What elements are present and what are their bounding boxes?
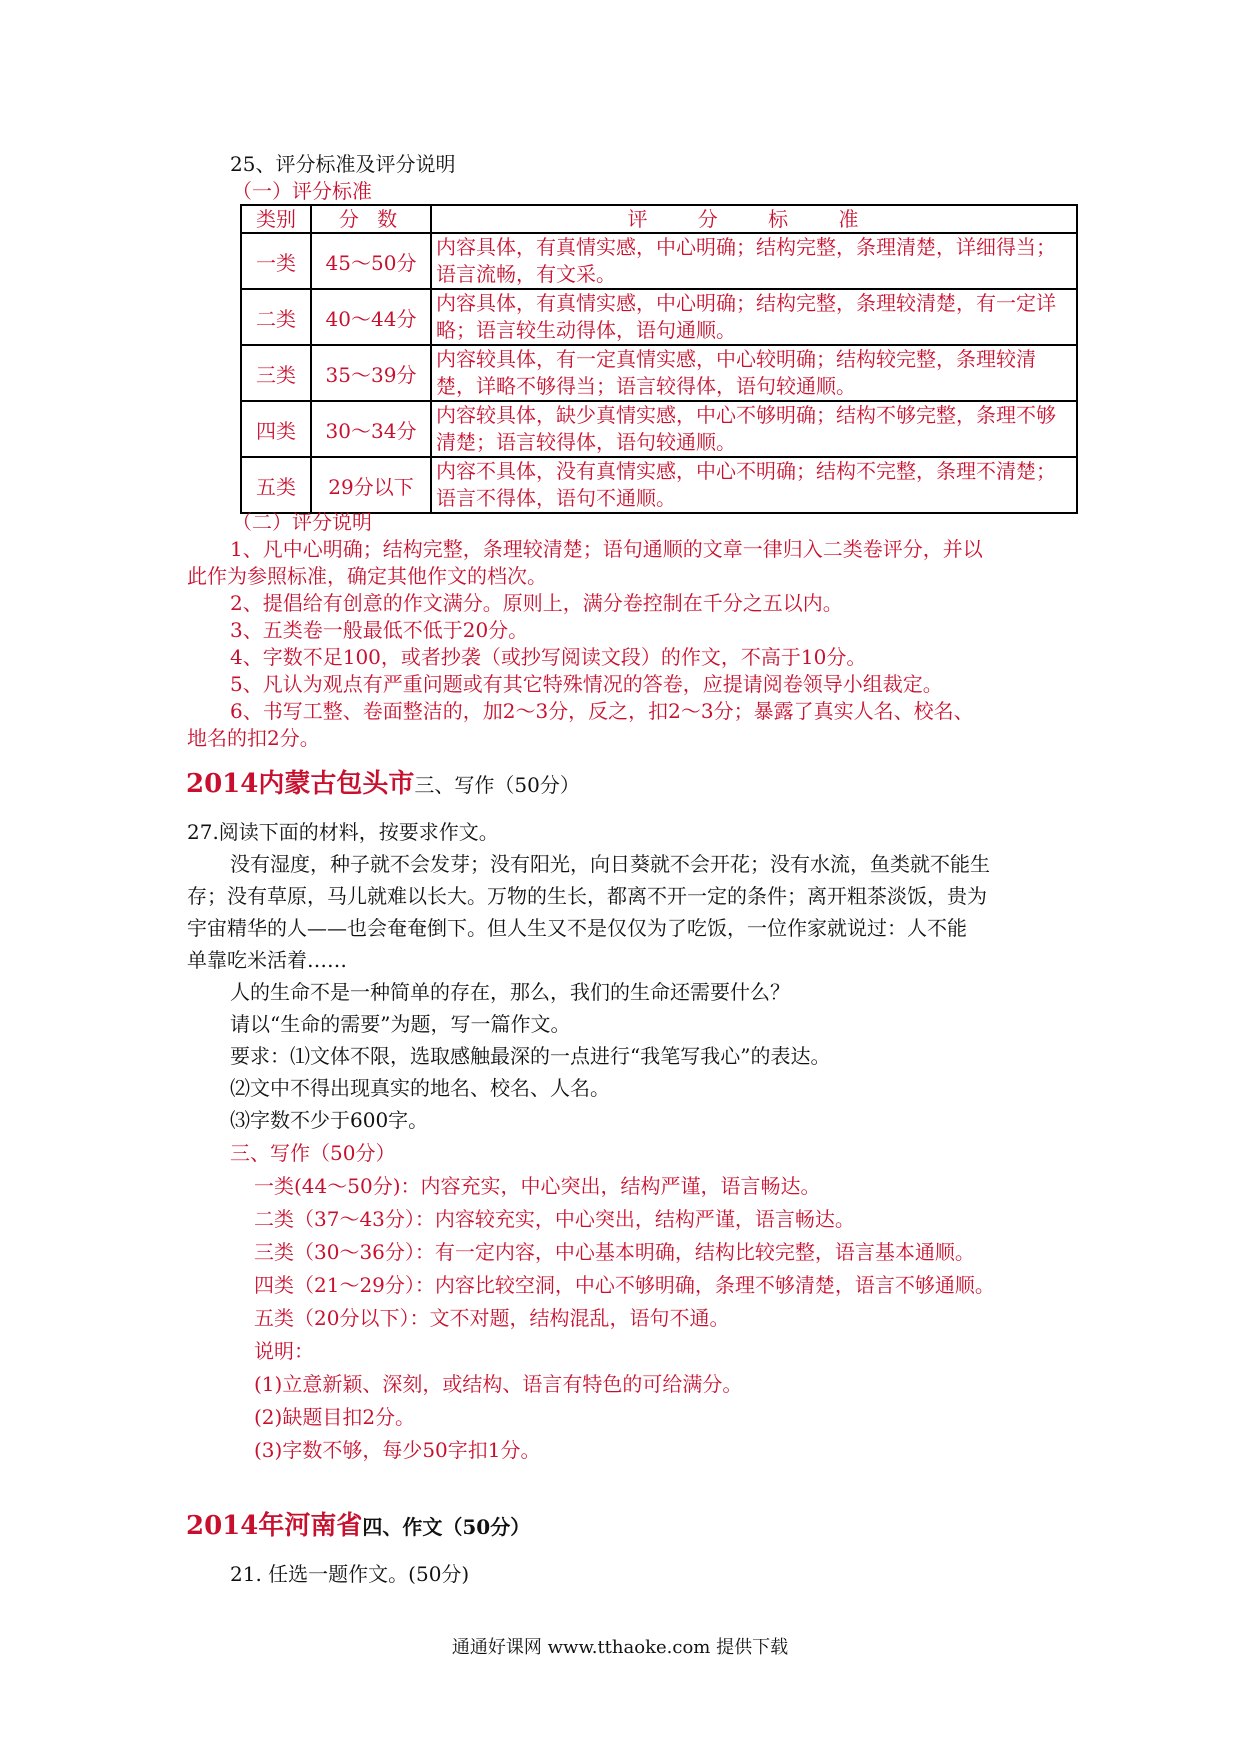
- row-score: 35～39分: [311, 345, 431, 401]
- row-category: 四类: [241, 401, 311, 457]
- requirement-line: 要求：⑴文体不限，选取感触最深的一点进行“我笔写我心”的表达。: [230, 1044, 831, 1068]
- table-row: [241, 401, 1077, 457]
- row-criteria: 内容较具体，缺少真情实感，中心不够明确；结构不够完整，条理不够清楚；语言较得体，语句较通顺。: [431, 401, 1077, 457]
- note-line: 4、字数不足100，或者抄袭（或抄写阅读文段）的作文，不高于10分。: [230, 645, 867, 669]
- row-category: 二类: [241, 289, 311, 345]
- note-line: 5、凡认为观点有严重问题或有其它特殊情况的答卷，应提请阅卷领导小组裁定。: [230, 672, 943, 696]
- answer-title: 三、写作（50分）: [230, 1141, 396, 1165]
- row-criteria: 内容具体，有真情实感，中心明确；结构完整，条理清楚，详细得当；语言流畅，有文采。: [431, 233, 1077, 289]
- table-row: [241, 233, 1077, 289]
- baotou-heading: [186, 770, 580, 799]
- note-line: 2、提倡给有创意的作文满分。原则上，满分卷控制在千分之五以内。: [230, 591, 843, 615]
- row-score: 40～44分: [311, 289, 431, 345]
- row-category: 五类: [241, 457, 311, 513]
- note-line: 此作为参照标准，确定其他作文的档次。: [187, 564, 547, 588]
- explain-title: 说明：: [254, 1339, 314, 1363]
- henan-heading: [186, 1512, 530, 1541]
- grade-line: 五类（20分以下）：文不对题，结构混乱，语句不通。: [254, 1306, 730, 1330]
- requirement-line: ⑵文中不得出现真实的地名、校名、人名。: [230, 1076, 610, 1100]
- table-row: [241, 289, 1077, 345]
- row-criteria: 内容较具体，有一定真情实感，中心较明确；结构较完整，条理较清楚，详略不够得当；语言较得体，语句较通顺。: [431, 345, 1077, 401]
- section-25-sub2: （二）评分说明: [232, 510, 372, 534]
- explain-line: (1)立意新颖、深刻，或结构、语言有特色的可给满分。: [254, 1372, 743, 1396]
- explain-line: (3)字数不够，每少50字扣1分。: [254, 1438, 541, 1462]
- grade-line: 二类（37～43分）：内容较充实，中心突出，结构严谨，语言畅达。: [254, 1207, 855, 1231]
- material-line: 没有湿度，种子就不会发芽；没有阳光，向日葵就不会开花；没有水流，鱼类就不能生: [230, 852, 990, 876]
- header-score: 分 数: [311, 205, 431, 233]
- note-line: 6、书写工整、卷面整洁的，加2～3分，反之，扣2～3分；暴露了真实人名、校名、: [230, 699, 974, 723]
- row-score: 29分以下: [311, 457, 431, 513]
- requirement-line: ⑶字数不少于600字。: [230, 1108, 429, 1132]
- note-line: 1、凡中心明确；结构完整，条理较清楚；语句通顺的文章一律归入二类卷评分，并以: [230, 537, 983, 561]
- baotou-heading-section: 三、写作（50分）: [414, 773, 580, 797]
- baotou-heading-region: 2014内蒙古包头市: [186, 769, 415, 799]
- prompt-line: 人的生命不是一种简单的存在，那么，我们的生命还需要什么？: [230, 980, 790, 1004]
- row-category: 三类: [241, 345, 311, 401]
- material-line: 宇宙精华的人——也会奄奄倒下。但人生又不是仅仅为了吃饭，一位作家就说过：人不能: [187, 916, 967, 940]
- row-score: 45～50分: [311, 233, 431, 289]
- grading-table: [240, 204, 1078, 514]
- row-criteria: 内容不具体，没有真情实感，中心不明确；结构不完整，条理不清楚；语言不得体，语句不通顺。: [431, 457, 1077, 513]
- material-line: 存；没有草原，马儿就难以长大。万物的生长，都离不开一定的条件；离开粗茶淡饭，贵为: [187, 884, 987, 908]
- question-21: 21. 任选一题作文。(50分): [230, 1562, 470, 1586]
- page-footer: 通通好课网 www.tthaoke.com 提供下载: [451, 1637, 789, 1658]
- row-criteria: 内容具体，有真情实感，中心明确；结构完整，条理较清楚，有一定详略；语言较生动得体，语句通顺。: [431, 289, 1077, 345]
- section-25-title: 25、评分标准及评分说明: [230, 152, 456, 176]
- header-category: 类别: [241, 205, 311, 233]
- row-category: 一类: [241, 233, 311, 289]
- question-27: 27.阅读下面的材料，按要求作文。: [187, 820, 499, 844]
- section-25-sub1: （一）评分标准: [232, 179, 372, 203]
- table-row: [241, 457, 1077, 513]
- grade-line: 三类（30～36分）：有一定内容，中心基本明确，结构比较完整，语言基本通顺。: [254, 1240, 975, 1264]
- grade-line: 一类(44～50分)：内容充实，中心突出，结构严谨，语言畅达。: [254, 1174, 821, 1198]
- grade-line: 四类（21～29分）：内容比较空洞，中心不够明确，条理不够清楚，语言不够通顺。: [254, 1273, 995, 1297]
- prompt-line: 请以“生命的需要”为题，写一篇作文。: [230, 1012, 571, 1036]
- row-score: 30～34分: [311, 401, 431, 457]
- material-line: 单靠吃米活着……: [187, 948, 347, 972]
- note-line: 地名的扣2分。: [187, 726, 320, 750]
- table-header-row: [241, 205, 1077, 233]
- header-criteria: 评 分 标 准: [431, 205, 1077, 233]
- table-row: [241, 345, 1077, 401]
- henan-heading-section: 四、作文（50分）: [362, 1515, 531, 1539]
- explain-line: (2)缺题目扣2分。: [254, 1405, 416, 1429]
- note-line: 3、五类卷一般最低不低于20分。: [230, 618, 529, 642]
- henan-heading-region: 2014年河南省: [186, 1511, 363, 1541]
